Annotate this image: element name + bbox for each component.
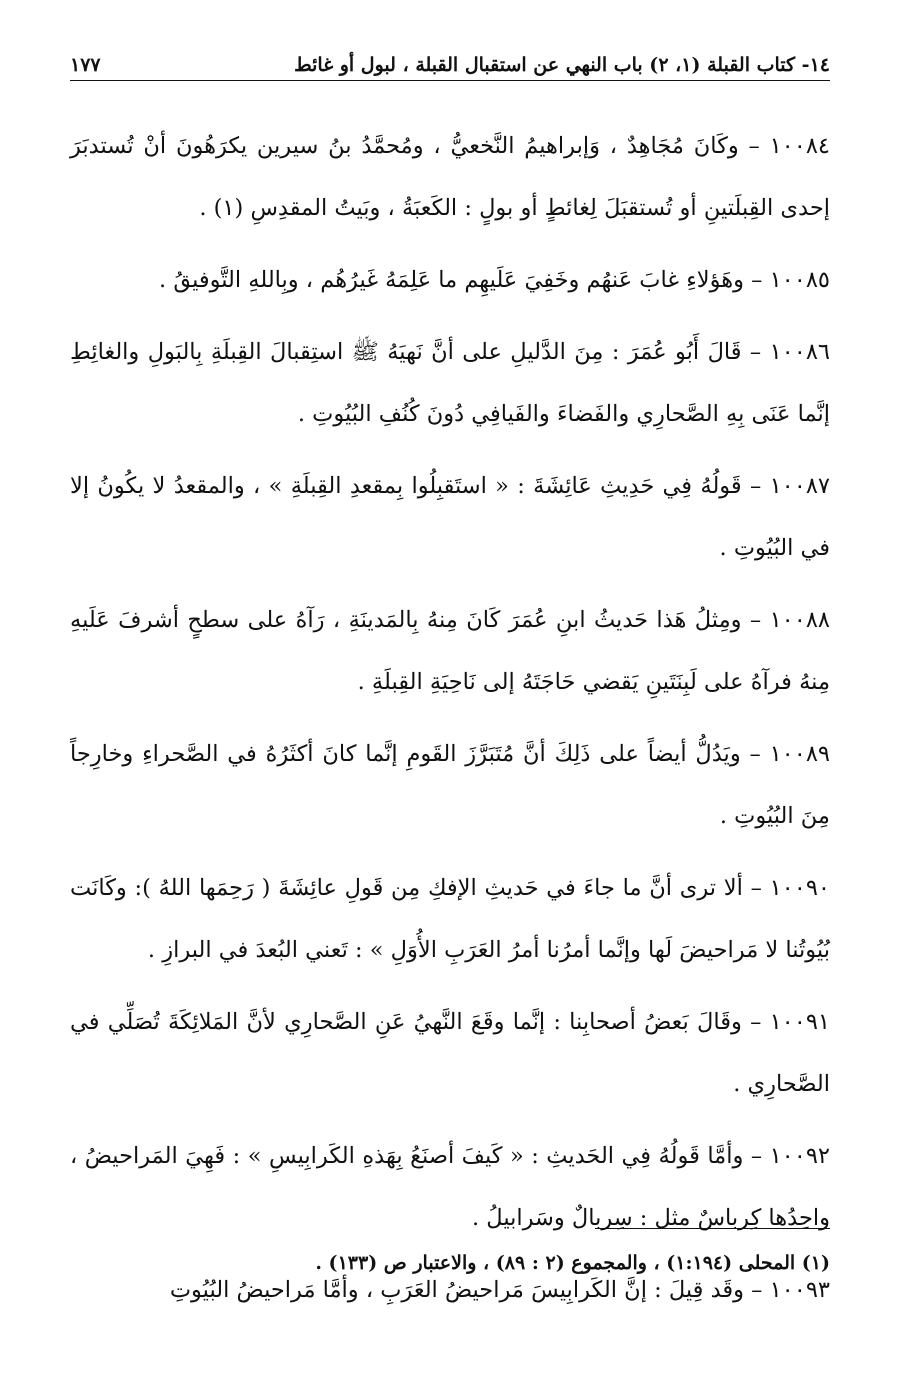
footnote: (١) المحلى (١:١٩٤) ، والمجموع (٢ : ٨٩) ، والاعتبار ص (١٣٣) .: [315, 1252, 830, 1274]
body-text: [70, 115, 830, 1321]
paragraph-10086: ١٠٠٨٦ – قَالَ أَبُو عُمَرَ : مِنَ الدَّليلِ على أنَّ نَهيَهُ ﷺ استِقبالَ القِبلَةِ بِالبَولِ والغائِطِ إنَّما عَنَى بِهِ الصَّحارِي والفَضاءَ والفَيافِي دُونَ كُنُفِ البُيُوتِ .: [70, 339, 830, 427]
paragraph-10089: ١٠٠٨٩ – ويَدُلُّ أيضاً على ذَلِكَ أنَّ مُتَبَرَّزَ القَومِ إنَّما كانَ أكثَرُهُ في الصَّحراءِ وخارِجاً مِنَ البُيُوتِ .: [70, 741, 830, 829]
page-number: ١٧٧: [70, 50, 109, 80]
paragraph-10091: ١٠٠٩١ – وقَالَ بَعضُ أصحابِنا : إنَّما وقَعَ النَّهيُ عَنِ الصَّحارِي لأنَّ المَلائِكَةَ تُصَلِّي في الصَّحارِي .: [70, 1009, 830, 1097]
footnote-divider: [595, 1228, 830, 1229]
header-title: ١٤- كتاب القبلة (١، ٢) باب النهي عن استقبال القبلة ، لبول أو غائط: [284, 50, 830, 80]
paragraph-10088: ١٠٠٨٨ – ومِثلُ هَذا حَديثُ ابنِ عُمَرَ كَانَ مِنهُ بِالمَدينَةِ ، رَآهُ على سطحٍ أشرفَ عَلَيهِ مِنهُ فرآهُ على لَبِنَتَينِ يَقضي حَاجَتَهُ إلى نَاحِيَةِ القِبلَةِ .: [70, 607, 830, 695]
document-page: [70, 50, 830, 1350]
paragraph-10085: ١٠٠٨٥ – وهَؤلاءِ غابَ عَنهُم وخَفِيَ عَلَيهِم ما عَلِمَهُ غَيرُهُم ، وبِاللهِ التَّوفيقُ .: [159, 267, 830, 293]
paragraph-10087: ١٠٠٨٧ – قَولُهُ فِي حَدِيثِ عَائِشَةَ : « استَقبِلُوا بِمقعدِ القِبلَةِ » ، والمقعدُ لا يكُونُ إلا في البُيُوتِ .: [70, 473, 830, 561]
paragraph-10093: ١٠٠٩٣ – وقَد قِيلَ : إنَّ الكَرابِيسَ مَراحيضُ العَرَبِ ، وأمَّا مَراحيضُ البُيُوتِ: [169, 1277, 830, 1303]
paragraph-10084: ١٠٠٨٤ – وكَانَ مُجَاهِدٌ ، وَإبراهيمُ النَّخعيُّ ، ومُحمَّدُ بنُ سيرين يكرَهُونَ أنْ تُستدبَرَ إحدى القِبلَتينِ أو تُستقبَلَ لِغائطٍ أو بولٍ : الكَعبَةُ ، وبَيتُ المقدِسِ (١) .: [70, 133, 830, 221]
running-header: [70, 50, 830, 81]
paragraph-10090: ١٠٠٩٠ – ألا ترى أنَّ ما جاءَ في حَديثِ الإفكِ مِن قَولِ عائِشَةَ ( رَحِمَها اللهُ ): وكَانَت بُيُوتُنا لا مَراحيضَ لَها وإنَّما أمرُنا أمرُ العَرَبِ الأُوَلِ » : تَعني البُعدَ في البرازِ .: [70, 875, 830, 963]
paragraph-10092: ١٠٠٩٢ – وأمَّا قَولُهُ فِي الحَديثِ : « كَيفَ أصنَعُ بِهَذهِ الكَرابِيسِ » : فَهِيَ المَراحيضُ ، واحِدُها كِرباسٌ مثل : سِربالٌ وسَرابيلُ .: [70, 1143, 830, 1231]
